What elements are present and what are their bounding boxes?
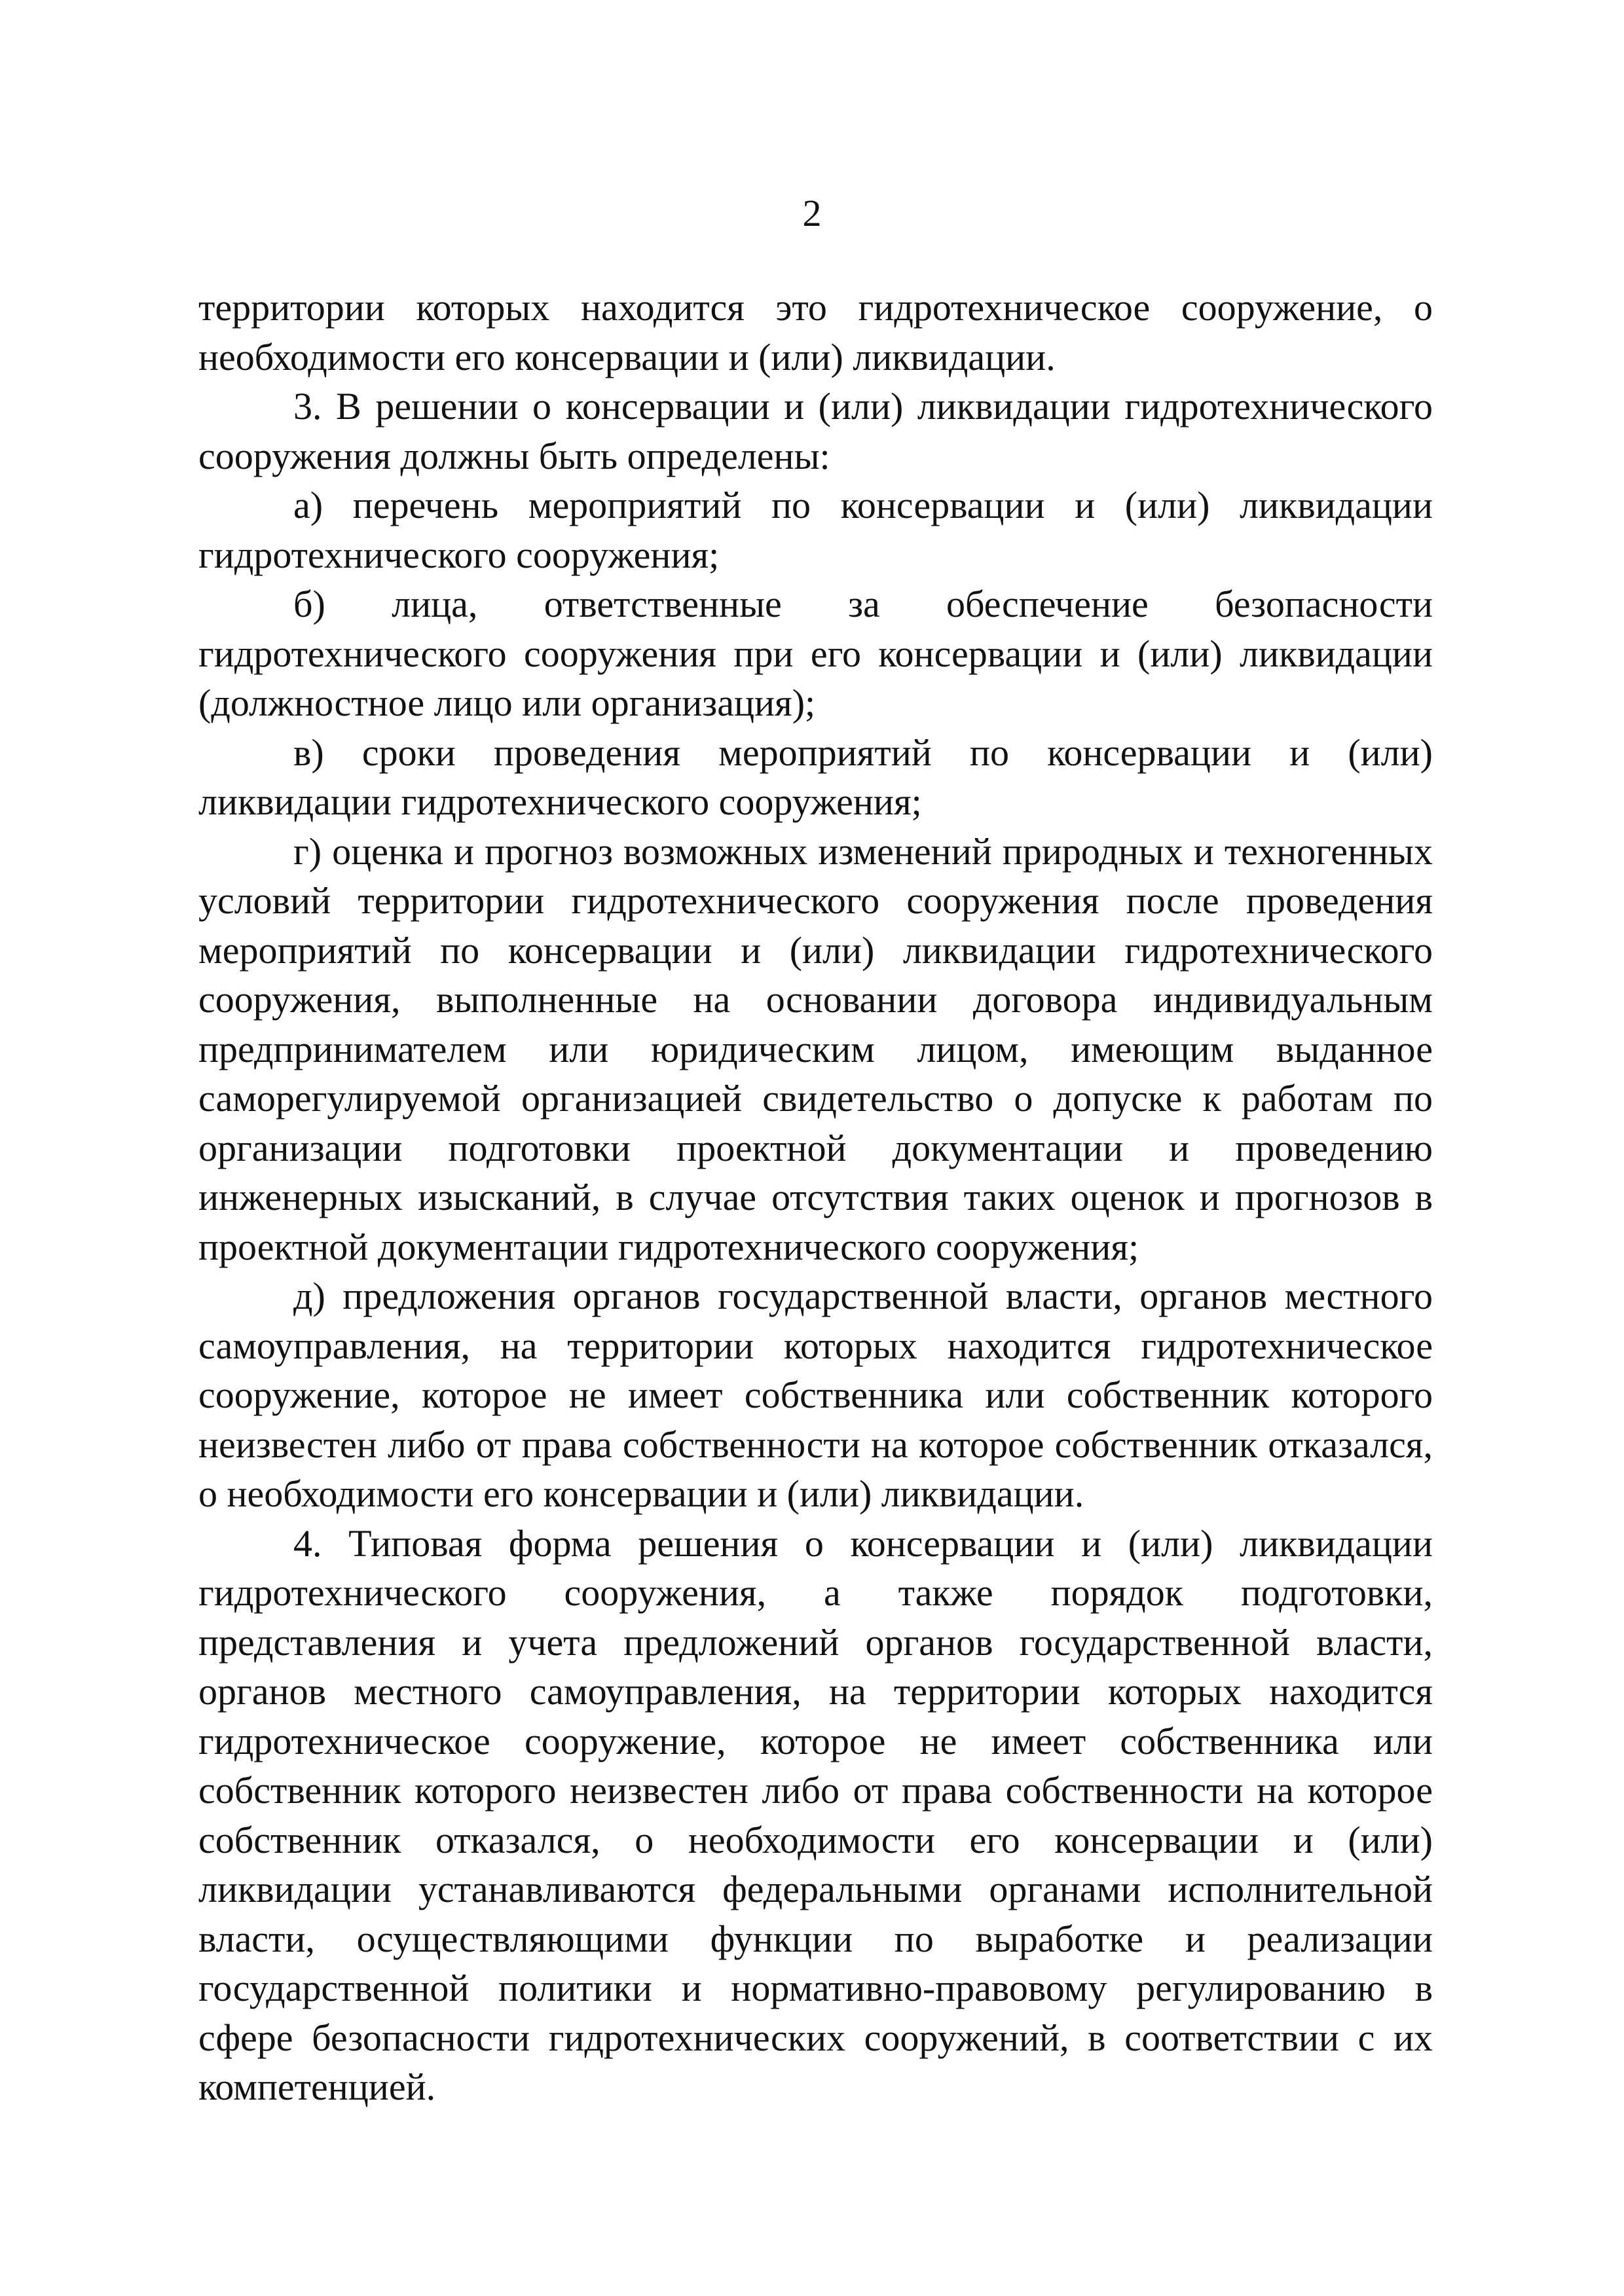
- paragraph-item-3: 3. В решении о консервации и (или) ликвидации гидротехнического сооружения должны быть определены:: [198, 385, 1433, 477]
- paragraph-item-4: 4. Типовая форма решения о консервации и (или) ликвидации гидротехнического сооружения, а также порядок подготовки, представления и учета предложений органов государственной власти, органов местного самоуправления, на территории которых находится гидротехническое сооружение, которое не имеет собственника или собственник которого неизвестен либо от права собственности на которое собственник отказался, о необходимости его консервации и (или) ликвидации устанавливаются федеральными органами исполнительной власти, осуществляющими функции по выработке и реализации государственной политики и нормативно-правовому регулированию в сфере безопасности гидротехнических сооружений, в соответствии с их компетенцией.: [198, 1522, 1433, 2108]
- paragraph-continuation: территории которых находится это гидротехническое сооружение, о необходимости его консервации и (или) ликвидации.: [198, 286, 1433, 378]
- paragraph-subitem-b: б) лица, ответственные за обеспечение безопасности гидротехнического сооружения при его консервации и (или) ликвидации (должностное лицо или организация);: [198, 583, 1433, 724]
- paragraph-subitem-a: а) перечень мероприятий по консервации и (или) ликвидации гидротехнического сооружения;: [198, 484, 1433, 576]
- document-body: [198, 283, 1433, 2112]
- paragraph-subitem-g: г) оценка и прогноз возможных изменений природных и техногенных условий территории гидротехнического сооружения после проведения мероприятий по консервации и (или) ликвидации гидротехнического сооружения, выполненные на основании договора индивидуальным предпринимателем или юридическим лицом, имеющим выданное саморегулируемой организацией свидетельство о допуске к работам по организации подготовки проектной документации и проведению инженерных изысканий, в случае отсутствия таких оценок и прогнозов в проектной документации гидротехнического сооружения;: [198, 829, 1433, 1268]
- paragraph-subitem-d: д) предложения органов государственной власти, органов местного самоуправления, на территории которых находится гидротехническое сооружение, которое не имеет собственника или собственник которого неизвестен либо от права собственности на которое собственник отказался, о необходимости его консервации и (или) ликвидации.: [198, 1275, 1433, 1515]
- paragraph-subitem-v: в) сроки проведения мероприятий по консервации и (или) ликвидации гидротехнического сооружения;: [198, 731, 1433, 823]
- page-number: 2: [802, 192, 822, 234]
